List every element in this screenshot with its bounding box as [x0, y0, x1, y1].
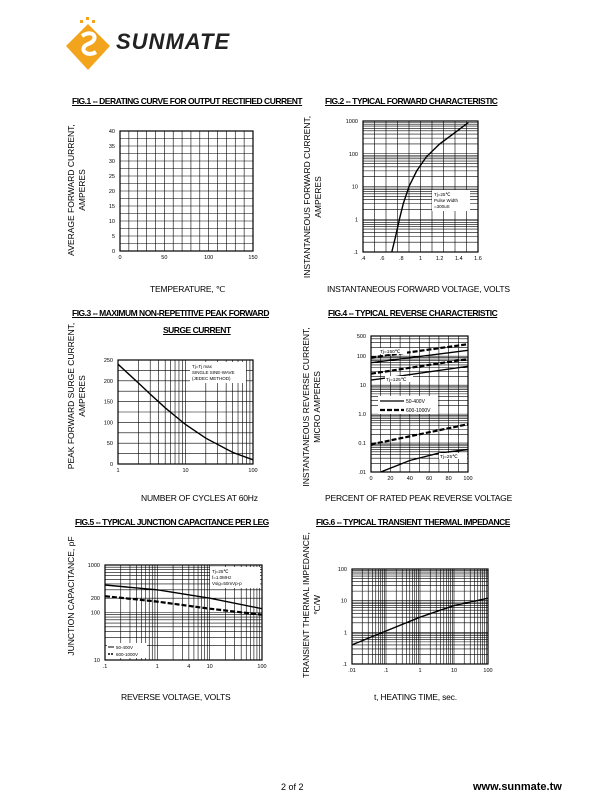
fig4-curve-label: Tj=125℃: [386, 378, 407, 383]
fig5-xlabel: REVERSE VOLTAGE, VOLTS: [121, 692, 231, 702]
fig2-annotation: Tj=25℃: [434, 192, 451, 197]
fig5-xtick-label: .1: [102, 664, 108, 670]
fig5-title: FIG.5 -- TYPICAL JUNCTION CAPACITANCE PER LEG: [75, 517, 269, 527]
fig6-ytick-label: .1: [342, 662, 347, 668]
fig3-xtick-label: 100: [248, 468, 258, 474]
fig4-legend-label: 50-400V: [406, 399, 425, 405]
fig5-ytick-label: 100: [90, 610, 100, 617]
fig2-xlabel: INSTANTANEOUS FORWARD VOLTAGE, VOLTS: [327, 284, 510, 294]
fig4-ytick-label: 10: [359, 383, 366, 390]
fig2-title: FIG.2 -- TYPICAL FORWARD CHARACTERISTIC: [325, 96, 498, 106]
fig6-ytick-label: 1: [343, 630, 347, 637]
fig5-ytick-label: 1000: [87, 563, 100, 569]
fig2-annotation: Pulse Width: [434, 198, 459, 203]
fig3-ytick-label: 100: [103, 420, 113, 427]
fig4-xtick-label: 80: [445, 476, 452, 482]
fig2-xtick-label: 1.6: [474, 256, 482, 262]
fig2-ytick-label: 10: [351, 184, 358, 191]
fig3-annotation: SINGLE SINE-WAVE: [192, 370, 235, 375]
fig6-ytick-label: 100: [337, 567, 347, 573]
fig1-ytick-label: 40: [108, 129, 115, 135]
fig4-ylabel-line: MICRO AMPERES: [312, 371, 322, 443]
fig6-xtick-label: .01: [348, 668, 356, 674]
fig2-ytick-label: .1: [353, 250, 358, 256]
fig3-ytick-label: 150: [103, 399, 113, 406]
fig1-xtick-label: 150: [248, 255, 258, 261]
fig5-ytick-label: 200: [90, 596, 100, 603]
fig1-xtick-label: 50: [161, 255, 168, 261]
fig3-xtick-label: 1: [116, 468, 120, 474]
fig6-ylabel-line: TRANSIENT THERMAL IMPEDANCE,: [301, 532, 311, 678]
fig3-ytick-label: 0: [109, 462, 113, 468]
fig4-ytick-label: .01: [358, 470, 366, 476]
fig1-xtick-label: 0: [118, 255, 122, 261]
fig2-annotation: =300uS: [434, 204, 450, 209]
fig4-ytick-label: 0.1: [358, 441, 366, 448]
fig6-xtick-label: 10: [450, 668, 458, 674]
fig4-xlabel: PERCENT OF RATED PEAK REVERSE VOLTAGE: [325, 493, 513, 503]
fig4-xtick-label: 40: [406, 476, 413, 482]
fig4-xtick-label: 100: [463, 476, 473, 482]
fig5-xtick-label: 4: [187, 664, 191, 670]
fig4-xtick-label: 20: [387, 476, 394, 482]
fig2-ytick-label: 1: [354, 217, 358, 224]
fig2-ytick-label: 100: [348, 151, 358, 158]
fig5-annotation: f=1.0MHz: [212, 575, 232, 580]
fig2-xtick-label: .8: [399, 256, 404, 262]
fig1-ytick-label: 10: [108, 219, 115, 225]
page-number: 2 of 2: [281, 782, 304, 792]
fig1-xtick-label: 100: [204, 255, 214, 261]
fig1-xlabel: TEMPERATURE, ℃: [150, 284, 226, 294]
fig6-ytick-label: 10: [340, 598, 347, 605]
fig5-xtick-label: 1: [155, 664, 159, 670]
fig3-ytick-label: 250: [103, 358, 113, 364]
fig4-ytick-label: 100: [356, 354, 366, 361]
fig2-ylabel-line: INSTANTANEOUS FORWARD CURRENT,: [302, 115, 312, 279]
fig2-xtick-label: 1: [418, 256, 423, 262]
fig1-ytick-label: 25: [108, 174, 115, 180]
fig6-xtick-label: 100: [483, 668, 493, 674]
fig3-xlabel: NUMBER OF CYCLES AT 60Hz: [141, 493, 258, 503]
fig6-title: FIG.6 -- TYPICAL TRANSIENT THERMAL IMPEDANCE: [316, 517, 510, 527]
fig5-ylabel-line: JUNCTION CAPACITANCE, pF: [66, 536, 76, 656]
fig2-xtick-label: .4: [360, 256, 366, 262]
fig5-ytick-label: 10: [93, 658, 100, 664]
fig4-title: FIG.4 -- TYPICAL REVERSE CHARACTERISTIC: [328, 308, 498, 318]
fig5-annotation: Vsig=50mVp-p: [212, 581, 242, 586]
fig1-ytick-label: 30: [108, 159, 115, 165]
fig1-ytick-label: 20: [108, 189, 115, 195]
fig3-ylabel-line: PEAK FORWARD SURGE CURRENT,: [66, 322, 76, 470]
fig5-xtick-label: 100: [257, 664, 267, 670]
fig4-curve-label: Tj=25℃: [440, 455, 458, 460]
fig3-xtick-label: 10: [182, 468, 189, 474]
fig2-xtick-label: .6: [379, 256, 385, 262]
fig5-annotation: Tj=25℃: [212, 569, 229, 574]
fig4-legend-label: 600-1000V: [406, 408, 431, 414]
fig1-title: FIG.1 -- DERATING CURVE FOR OUTPUT RECTIFIED CURRENT: [72, 96, 303, 106]
fig4-ytick-label: 1.0: [358, 412, 366, 419]
fig3-annotation: (JEDEC METHOD): [192, 376, 231, 381]
fig3-annotation: Tj=Tj max: [192, 364, 212, 369]
fig2-ytick-label: 1000: [345, 119, 358, 125]
fig1-ylabel-line: AMPERES: [77, 169, 87, 211]
fig1-ylabel-line: AVERAGE FORWARD CURRENT,: [66, 124, 76, 256]
fig4-curve-label: Tj=150℃: [380, 350, 401, 355]
fig1-ytick-label: 5: [111, 234, 115, 240]
fig6-ylabel-line: ℃/W: [312, 595, 322, 615]
fig5-legend-label: 50-400V: [116, 645, 134, 650]
fig5-legend-label: 600-1000V: [116, 652, 139, 657]
fig6-xtick-label: .1: [383, 668, 389, 674]
fig3-ytick-label: 50: [106, 441, 113, 448]
fig2-xtick-label: 1.4: [455, 256, 463, 262]
fig3-ylabel-line: AMPERES: [77, 375, 87, 417]
fig4-ytick-label: 500: [356, 334, 366, 340]
brand-name: SUNMATE: [116, 29, 231, 54]
website-url: www.sunmate.tw: [473, 781, 562, 793]
fig1-ytick-label: 0: [111, 249, 115, 255]
fig1-ytick-label: 35: [108, 144, 115, 150]
fig2-ylabel-line: AMPERES: [313, 176, 323, 218]
fig6-xtick-label: 1: [418, 668, 422, 674]
fig3-ytick-label: 200: [103, 378, 113, 385]
fig5-xtick-label: 10: [206, 664, 213, 670]
fig2-xtick-label: 1.2: [435, 256, 444, 262]
fig4-ylabel-line: INSTANTANEOUS REVERSE CURRENT,: [301, 327, 311, 487]
fig4-xtick-label: 60: [426, 476, 433, 482]
fig6-xlabel: t, HEATING TIME, sec.: [374, 692, 457, 702]
fig1-ytick-label: 15: [108, 204, 115, 210]
fig3-title-line2: SURGE CURRENT: [163, 325, 231, 335]
fig4-xtick-label: 0: [369, 476, 373, 482]
fig3-title: FIG.3 -- MAXIMUM NON-REPETITIVE PEAK FORWARD: [72, 308, 269, 318]
